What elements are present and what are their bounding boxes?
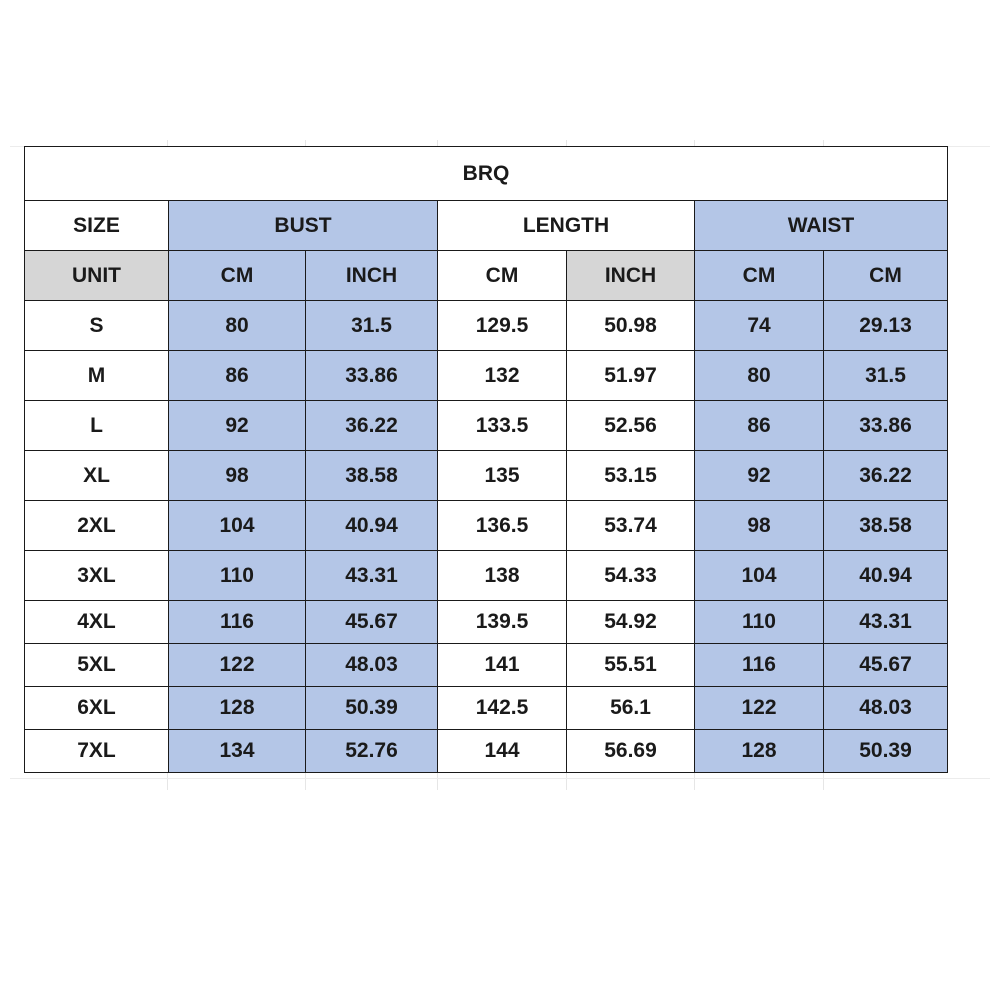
table-row <box>25 351 948 401</box>
size-header: SIZE <box>25 201 169 251</box>
waist-cm-2-cell: 40.94 <box>824 551 948 601</box>
waist-cm-2-cell: 29.13 <box>824 301 948 351</box>
length-cm-cell: 138 <box>438 551 567 601</box>
length-cm-cell: 141 <box>438 644 567 687</box>
unit-cell: CM <box>824 251 948 301</box>
table-row <box>25 730 948 773</box>
length-inch-cell: 53.15 <box>567 451 695 501</box>
waist-cm-cell: 128 <box>695 730 824 773</box>
length-cm-cell: 132 <box>438 351 567 401</box>
length-cm-cell: 139.5 <box>438 601 567 644</box>
length-inch-cell: 51.97 <box>567 351 695 401</box>
bust-cm-cell: 92 <box>169 401 306 451</box>
length-cm-cell: 133.5 <box>438 401 567 451</box>
bust-inch-cell: 50.39 <box>306 687 438 730</box>
title-row <box>25 147 948 201</box>
bust-inch-cell: 38.58 <box>306 451 438 501</box>
table-row <box>25 501 948 551</box>
unit-cell: CM <box>438 251 567 301</box>
waist-cm-cell: 122 <box>695 687 824 730</box>
size-cell: XL <box>25 451 169 501</box>
waist-cm-2-cell: 50.39 <box>824 730 948 773</box>
bust-cm-cell: 98 <box>169 451 306 501</box>
size-cell: M <box>25 351 169 401</box>
length-cm-cell: 144 <box>438 730 567 773</box>
bust-inch-cell: 31.5 <box>306 301 438 351</box>
bust-cm-cell: 116 <box>169 601 306 644</box>
size-cell: 3XL <box>25 551 169 601</box>
size-chart-table <box>24 146 948 773</box>
bust-header: BUST <box>169 201 438 251</box>
table-row <box>25 401 948 451</box>
bust-cm-cell: 80 <box>169 301 306 351</box>
size-cell: 5XL <box>25 644 169 687</box>
bust-inch-cell: 52.76 <box>306 730 438 773</box>
bust-inch-cell: 40.94 <box>306 501 438 551</box>
waist-cm-2-cell: 48.03 <box>824 687 948 730</box>
measurement-header-row <box>25 201 948 251</box>
bust-inch-cell: 36.22 <box>306 401 438 451</box>
waist-cm-cell: 74 <box>695 301 824 351</box>
bust-cm-cell: 110 <box>169 551 306 601</box>
waist-header: WAIST <box>695 201 948 251</box>
size-rows <box>25 301 948 773</box>
bust-inch-cell: 33.86 <box>306 351 438 401</box>
waist-cm-2-cell: 38.58 <box>824 501 948 551</box>
table-row <box>25 451 948 501</box>
length-cm-cell: 129.5 <box>438 301 567 351</box>
waist-cm-cell: 86 <box>695 401 824 451</box>
size-cell: 7XL <box>25 730 169 773</box>
bust-cm-cell: 104 <box>169 501 306 551</box>
waist-cm-cell: 110 <box>695 601 824 644</box>
size-cell: 4XL <box>25 601 169 644</box>
bust-cm-cell: 134 <box>169 730 306 773</box>
waist-cm-2-cell: 45.67 <box>824 644 948 687</box>
sheet-gridline <box>10 778 990 779</box>
length-inch-cell: 53.74 <box>567 501 695 551</box>
waist-cm-2-cell: 36.22 <box>824 451 948 501</box>
length-cm-cell: 136.5 <box>438 501 567 551</box>
length-cm-cell: 135 <box>438 451 567 501</box>
bust-cm-cell: 86 <box>169 351 306 401</box>
unit-cell: CM <box>169 251 306 301</box>
table-row <box>25 301 948 351</box>
length-cm-cell: 142.5 <box>438 687 567 730</box>
length-inch-cell: 55.51 <box>567 644 695 687</box>
size-cell: L <box>25 401 169 451</box>
length-inch-cell: 56.1 <box>567 687 695 730</box>
table-row <box>25 551 948 601</box>
waist-cm-2-cell: 33.86 <box>824 401 948 451</box>
size-cell: 2XL <box>25 501 169 551</box>
size-cell: S <box>25 301 169 351</box>
length-inch-cell: 56.69 <box>567 730 695 773</box>
table-row <box>25 601 948 644</box>
length-inch-cell: 50.98 <box>567 301 695 351</box>
waist-cm-cell: 116 <box>695 644 824 687</box>
waist-cm-cell: 92 <box>695 451 824 501</box>
unit-header: UNIT <box>25 251 169 301</box>
table-row <box>25 687 948 730</box>
waist-cm-cell: 98 <box>695 501 824 551</box>
bust-cm-cell: 122 <box>169 644 306 687</box>
length-inch-cell: 54.33 <box>567 551 695 601</box>
bust-cm-cell: 128 <box>169 687 306 730</box>
unit-cell: INCH <box>567 251 695 301</box>
waist-cm-cell: 80 <box>695 351 824 401</box>
length-inch-cell: 52.56 <box>567 401 695 451</box>
waist-cm-2-cell: 43.31 <box>824 601 948 644</box>
bust-inch-cell: 43.31 <box>306 551 438 601</box>
waist-cm-cell: 104 <box>695 551 824 601</box>
size-cell: 6XL <box>25 687 169 730</box>
unit-cell: CM <box>695 251 824 301</box>
unit-cell: INCH <box>306 251 438 301</box>
chart-title: BRQ <box>25 147 948 201</box>
waist-cm-2-cell: 31.5 <box>824 351 948 401</box>
unit-header-row <box>25 251 948 301</box>
length-inch-cell: 54.92 <box>567 601 695 644</box>
table-row <box>25 644 948 687</box>
length-header: LENGTH <box>438 201 695 251</box>
bust-inch-cell: 48.03 <box>306 644 438 687</box>
bust-inch-cell: 45.67 <box>306 601 438 644</box>
